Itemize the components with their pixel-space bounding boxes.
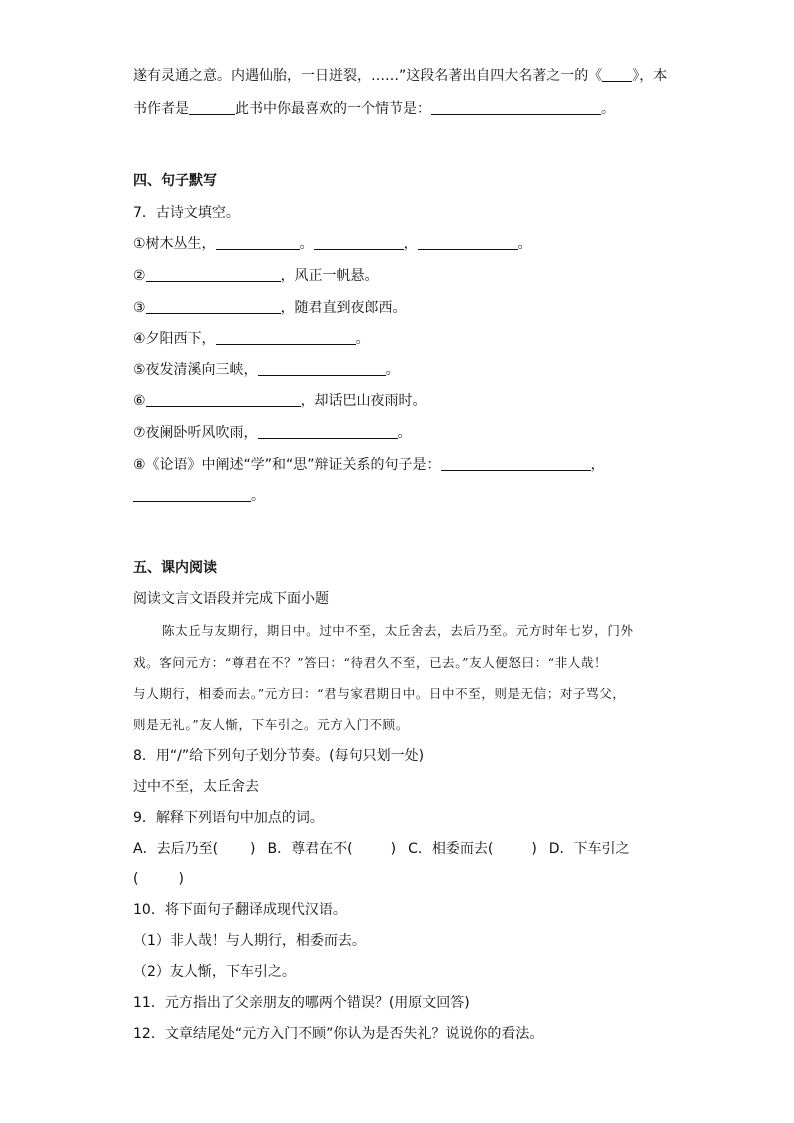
q7-item-1-post: 。	[517, 236, 532, 252]
q7-item-7-pre: ⑦夜阑卧听风吹雨，	[133, 425, 258, 441]
q9-options	[133, 840, 630, 858]
reading-intro: 阅读文言文语段并完成下面小题	[133, 591, 329, 607]
top-line-2-mid: 此书中你最喜欢的一个情节是：	[235, 101, 431, 117]
author-blank[interactable]	[189, 100, 235, 115]
plot-blank[interactable]	[431, 100, 601, 115]
q7-item-4-blank[interactable]	[216, 330, 356, 345]
q9-option-d-close: )	[178, 871, 184, 887]
q10-prompt: 10．将下面句子翻译成现代汉语。	[133, 902, 347, 918]
q7-item-4	[133, 330, 370, 348]
q7-item-6	[133, 392, 427, 410]
q7-item-2-post: ，风正一帆悬。	[280, 268, 379, 284]
q7-item-1-blank-a[interactable]	[216, 235, 300, 250]
q9-option-c: C．相委而去(	[408, 841, 494, 857]
q7-item-7	[133, 424, 412, 442]
q9-option-a-close: )	[250, 841, 256, 857]
q7-item-8-post: ，	[590, 457, 605, 473]
q7-title: 7．古诗文填空。	[133, 205, 240, 221]
book-name-blank[interactable]	[602, 67, 632, 82]
section4-heading: 四、句子默写	[133, 173, 217, 189]
q7-item-3-pre: ③	[133, 300, 146, 316]
q9-option-d-open: (	[133, 871, 139, 887]
q9-option-b-close: )	[390, 841, 397, 857]
section5-heading: 五、课内阅读	[133, 560, 217, 576]
q7-item-4-post: 。	[355, 331, 370, 347]
q7-item-2-pre: ②	[133, 268, 146, 284]
passage-line-4: 则是无礼。”友人惭，下车引之。元方入门不顾。	[133, 717, 409, 732]
q7-item-1-blank-c[interactable]	[418, 235, 518, 250]
q7-item-1-mid1: 。	[299, 236, 314, 252]
q7-item-8-blank-b[interactable]	[133, 487, 251, 502]
q7-item-5-blank[interactable]	[258, 361, 386, 376]
top-line-1	[133, 67, 667, 85]
passage-line-3: 与人期行，相委而去。”元方曰：“君与家君期日中。日中不至，则是无信；对子骂父，	[133, 686, 626, 701]
q12-prompt: 12．文章结尾处“元方入门不顾”你认为是否失礼？说说你的看法。	[133, 1026, 544, 1042]
q7-item-6-pre: ⑥	[133, 393, 146, 409]
q7-item-6-post: ，却话巴山夜雨时。	[300, 393, 427, 409]
q7-item-2-blank[interactable]	[146, 267, 281, 282]
q7-item-8-cont	[133, 487, 265, 505]
q7-item-8-pre: ⑧《论语》中阐述“学”和“思”辩证关系的句子是：	[133, 457, 441, 473]
passage-line-2: 戏。客问元方：“尊君在不？”答曰：“待君久不至，已去。”友人便怒曰：“非人哉！	[133, 655, 608, 670]
q10-item-2: （2）友人惭，下车引之。	[133, 964, 296, 980]
q9-prompt: 9．解释下列语句中加点的词。	[133, 810, 324, 826]
top-line-2	[133, 100, 615, 118]
q7-item-1	[133, 235, 532, 253]
q7-item-1-blank-b[interactable]	[314, 235, 404, 250]
q7-item-5-pre: ⑤夜发清溪向三峡，	[133, 362, 258, 378]
q9-option-a: A．去后乃至(	[133, 841, 219, 857]
q7-item-7-post: 。	[397, 425, 412, 441]
q7-item-1-mid2: ，	[403, 236, 418, 252]
q7-item-3-post: ，随君直到夜郎西。	[280, 300, 407, 316]
q9-option-d-answer	[133, 870, 184, 888]
q7-item-8-blank-a[interactable]	[441, 456, 591, 471]
q7-item-3	[133, 299, 407, 317]
top-line-1-end: 》，本	[632, 68, 668, 84]
q8-sentence: 过中不至，太丘舍去	[133, 779, 259, 795]
q7-item-6-blank[interactable]	[146, 392, 301, 407]
top-line-1-text: 遂有灵通之意。内遇仙胎，一日迸裂，……”这段名著出自四大名著之一的《	[133, 68, 603, 84]
q7-item-1-pre: ①树木丛生，	[133, 236, 216, 252]
q7-item-8	[133, 456, 605, 474]
q8-prompt: 8．用“/”给下列句子划分节奏。(每句只划一处)	[133, 748, 425, 764]
q7-item-3-blank[interactable]	[146, 299, 281, 314]
q9-option-b: B．尊君在不(	[267, 841, 353, 857]
passage-line-1: 陈太丘与友期行，期日中。过中不至，太丘舍去，去后乃至。元方时年七岁，门外	[162, 623, 634, 638]
q10-item-1: （1）非人哉！与人期行，相委而去。	[133, 933, 366, 949]
q7-item-7-blank[interactable]	[258, 424, 398, 439]
q9-option-c-close: )	[531, 841, 537, 857]
q7-item-8-end: 。	[251, 488, 265, 504]
q7-item-2	[133, 267, 379, 285]
top-line-2-end: 。	[601, 101, 615, 117]
top-line-2-text: 书作者是	[133, 101, 189, 117]
q7-item-5	[133, 361, 400, 379]
q7-item-4-pre: ④夕阳西下，	[133, 331, 216, 347]
q7-item-5-post: 。	[385, 362, 400, 378]
q9-option-d: D．下车引之	[548, 841, 630, 857]
q11-prompt: 11．元方指出了父亲朋友的哪两个错误？(用原文回答)	[133, 995, 470, 1011]
